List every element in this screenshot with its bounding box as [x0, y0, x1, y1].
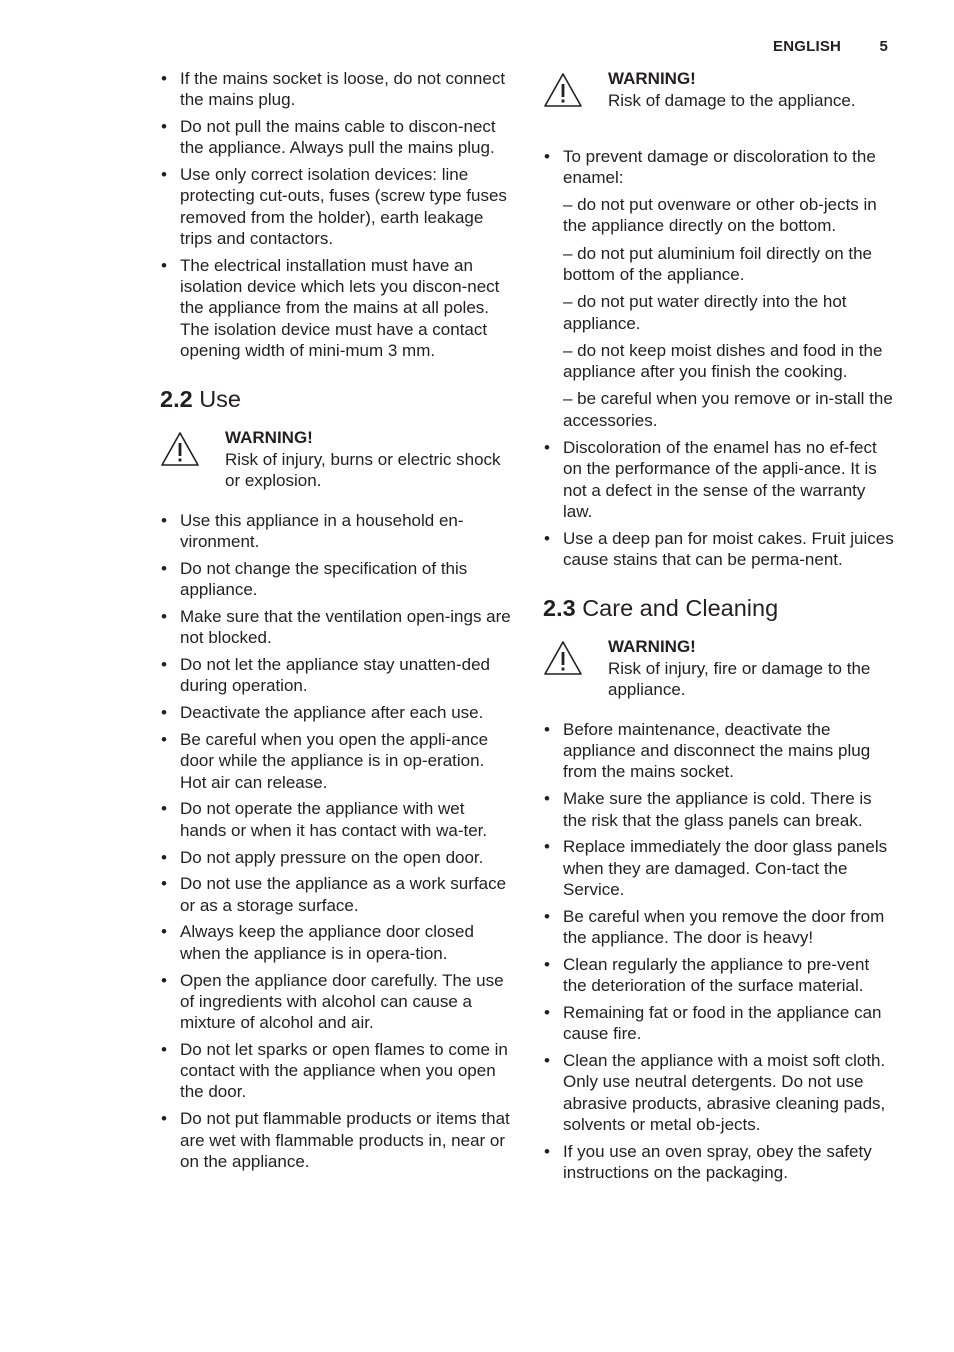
warning-title: WARNING!: [608, 69, 696, 88]
list-item: • Do not change the specification of this appliance.: [160, 558, 512, 601]
page-header: [773, 38, 888, 55]
list-item: • Use only correct isolation devices: line protecting cut-outs, fuses (screw type fuses removed from the holder), earth leakage trips and contactors.: [160, 164, 512, 249]
list-item: • Do not operate the appliance with wet hands or when it has contact with wa-ter.: [160, 798, 512, 841]
warning-text: Risk of damage to the appliance.: [608, 90, 856, 110]
intro-list: [160, 68, 512, 361]
list-item: • Do not use the appliance as a work surface or as a storage surface.: [160, 873, 512, 916]
use-list: [160, 510, 512, 1172]
list-item: • Do not let the appliance stay unatten-ded during operation.: [160, 654, 512, 697]
section-heading-use: [160, 385, 512, 413]
warning-triangle-icon: [160, 431, 200, 467]
warning-text: Risk of injury, fire or damage to the appliance.: [608, 658, 871, 700]
list-item: • Do not apply pressure on the open door.: [160, 847, 512, 868]
care-list: [543, 719, 895, 1183]
list-item: • Always keep the appliance door closed when the appliance is in opera-tion.: [160, 921, 512, 964]
sub-item: – do not put water directly into the hot appliance.: [563, 292, 847, 333]
list-item: • Discoloration of the enamel has no ef-fect on the performance of the appli-ance. It is not a defect in the sense of the warranty law.: [543, 437, 895, 522]
list-item: • Clean regularly the appliance to pre-vent the deterioration of the surface material.: [543, 954, 895, 997]
list-item: • Do not put flammable products or items that are wet with flammable products in, near or on the appliance.: [160, 1108, 512, 1172]
right-column: [543, 68, 895, 1189]
list-item: • Do not pull the mains cable to discon-nect the appliance. Always pull the mains plug.: [160, 116, 512, 159]
section-number: 2.2: [160, 386, 193, 413]
enamel-more-list: [543, 437, 895, 570]
section-number: 2.3: [543, 595, 576, 622]
list-item: • Deactivate the appliance after each use.: [160, 702, 512, 723]
left-column: [160, 68, 512, 1178]
page-number: 5: [879, 38, 888, 55]
list-item: • To prevent damage or discoloration to the enamel:: [543, 146, 895, 189]
list-item: • Before maintenance, deactivate the appliance and disconnect the mains plug from the mains socket.: [543, 719, 895, 783]
sub-item: – be careful when you remove or in-stall the accessories.: [563, 389, 893, 430]
enamel-list: [543, 146, 895, 189]
warning-triangle-icon: [543, 640, 583, 676]
warning-block: [543, 636, 895, 701]
list-item: • If the mains socket is loose, do not connect the mains plug.: [160, 68, 512, 111]
warning-text: Risk of injury, burns or electric shock or explosion.: [225, 449, 501, 491]
list-item: • Be careful when you remove the door from the appliance. The door is heavy!: [543, 906, 895, 949]
list-item: • Open the appliance door carefully. The use of ingredients with alcohol can cause a mixture of alcohol and air.: [160, 970, 512, 1034]
warning-title: WARNING!: [225, 428, 313, 448]
list-item: • Remaining fat or food in the appliance can cause fire.: [543, 1002, 895, 1045]
list-item: • Make sure the appliance is cold. There is the risk that the glass panels can break.: [543, 788, 895, 831]
list-item: • Replace immediately the door glass panels when they are damaged. Con-tact the Service.: [543, 836, 895, 900]
warning-block: [160, 427, 512, 492]
section-title: Use: [199, 386, 241, 413]
list-item: • Use a deep pan for moist cakes. Fruit juices cause stains that can be perma-nent.: [543, 528, 895, 571]
list-item: • Be careful when you open the appli-ance door while the appliance is in op-eration. Hot air can release.: [160, 729, 512, 793]
warning-triangle-icon: [543, 72, 583, 108]
list-item: • If you use an oven spray, obey the safety instructions on the packaging.: [543, 1141, 895, 1184]
list-item: • Use this appliance in a household en-vironment.: [160, 510, 512, 553]
warning-title: WARNING!: [608, 637, 696, 657]
warning-block: [543, 68, 895, 128]
section-title: Care and Cleaning: [582, 595, 779, 622]
sub-item: – do not keep moist dishes and food in the appliance after you finish the cooking.: [563, 340, 883, 382]
language-label: ENGLISH: [773, 38, 842, 55]
list-item: • Clean the appliance with a moist soft cloth. Only use neutral detergents. Do not use abrasive products, abrasive cleaning pads, solvents or metal ob-jects.: [543, 1050, 895, 1135]
list-item: • The electrical installation must have an isolation device which lets you discon-nect the appliance from the mains at all poles. The isolation device must have a contact opening width of mini-mum 3 mm.: [160, 255, 512, 361]
list-item: • Make sure that the ventilation open-ings are not blocked.: [160, 606, 512, 649]
sub-item: – do not put ovenware or other ob-jects in the appliance directly on the bottom.: [563, 195, 877, 236]
sub-item: – do not put aluminium foil directly on the bottom of the appliance.: [563, 243, 873, 284]
section-heading-care-cleaning: [543, 594, 895, 622]
list-item: • Do not let sparks or open flames to come in contact with the appliance when you open the door.: [160, 1039, 512, 1103]
